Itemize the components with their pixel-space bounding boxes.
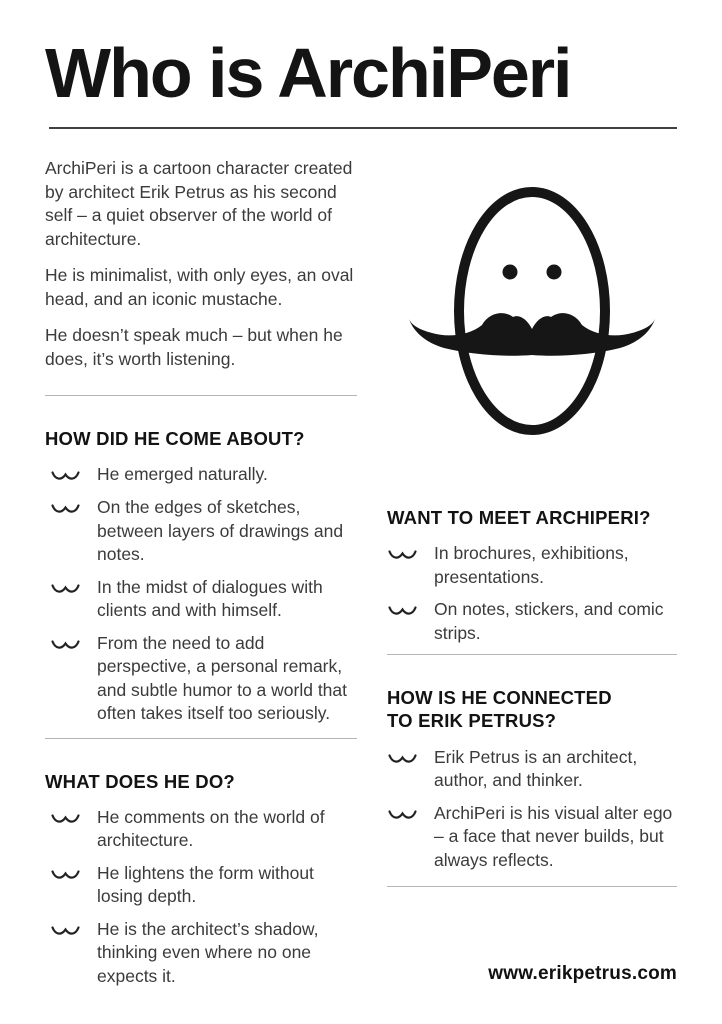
mustache-bullet-icon (50, 496, 81, 520)
list-item-text: On notes, stickers, and comic strips. (434, 599, 664, 643)
mustache-bullet-icon (50, 918, 81, 942)
section-divider (45, 738, 357, 739)
mustache-bullet-icon (387, 598, 418, 622)
mustache-bullet-icon (50, 463, 81, 487)
list-item (45, 576, 357, 623)
section-heading-come-about: HOW DID HE COME ABOUT? (45, 428, 305, 450)
section-divider (387, 654, 677, 655)
section-divider (45, 395, 357, 396)
section-heading-connected: HOW IS HE CONNECTED TO ERIK PETRUS? (387, 687, 612, 732)
list-item-text: From the need to add perspective, a personal remark, and subtle humor to a world that often takes itself too seriously. (97, 632, 348, 724)
section-heading-meet: WANT TO MEET ARCHIPERI? (387, 507, 651, 529)
section-divider (387, 886, 677, 887)
title-divider (49, 127, 677, 129)
intro-paragraph-2: He is minimalist, with only eyes, an oval head, and an iconic mustache. (45, 265, 354, 309)
list-item (45, 806, 357, 853)
list-item-text: He lightens the form without losing depth. (97, 862, 314, 907)
list-item (45, 918, 357, 989)
mustache-bullet-icon (50, 632, 81, 656)
list-item-text: On the edges of sketches, between layers of drawings and notes. (97, 497, 344, 565)
list-item (387, 746, 677, 793)
come-about-list (45, 463, 357, 726)
right-column (387, 157, 677, 997)
mustache-bullet-icon (387, 802, 418, 826)
mustache-bullet-icon (50, 862, 81, 886)
page-title: Who is ArchiPeri (45, 34, 571, 112)
list-item (45, 632, 357, 726)
content-columns (45, 157, 677, 997)
list-item-text: ArchiPeri is his visual alter ego – a face that never builds, but always reflects. (434, 802, 673, 870)
website-url: www.erikpetrus.com (488, 963, 677, 985)
list-item (387, 598, 677, 645)
list-item-text: In the midst of dialogues with clients and with himself. (97, 576, 323, 621)
list-item (387, 802, 677, 873)
list-item (45, 862, 357, 909)
list-item (45, 463, 357, 487)
left-eye (503, 265, 518, 280)
mustache-bullet-icon (50, 806, 81, 830)
what-does-list (45, 806, 357, 989)
list-item (45, 496, 357, 567)
intro-paragraph-1: ArchiPeri is a cartoon character created by architect Erik Petrus as his second self – a quiet observer of the world of architecture. (45, 158, 353, 249)
list-item (387, 542, 677, 589)
list-item-text: He comments on the world of architecture. (97, 806, 325, 851)
mustache-bullet-icon (387, 542, 418, 566)
list-item-text: Erik Petrus is an architect, author, and thinker. (434, 746, 638, 791)
list-item-text: In brochures, exhibitions, presentations. (434, 543, 629, 587)
intro-paragraph-3: He doesn’t speak much – but when he does, it’s worth listening. (45, 325, 343, 369)
left-column (45, 157, 357, 997)
mustache-bullet-icon (50, 576, 81, 600)
list-item-text: He emerged naturally. (97, 464, 268, 485)
right-eye (547, 265, 562, 280)
connected-list (387, 746, 677, 873)
list-item-text: He is the architect’s shadow, thinking even where no one expects it. (97, 918, 319, 986)
archiperi-face-illustration (392, 183, 672, 448)
meet-list (387, 542, 677, 645)
mustache-bullet-icon (387, 746, 418, 770)
section-heading-what-does: WHAT DOES HE DO? (45, 770, 235, 792)
head-oval (459, 192, 605, 430)
